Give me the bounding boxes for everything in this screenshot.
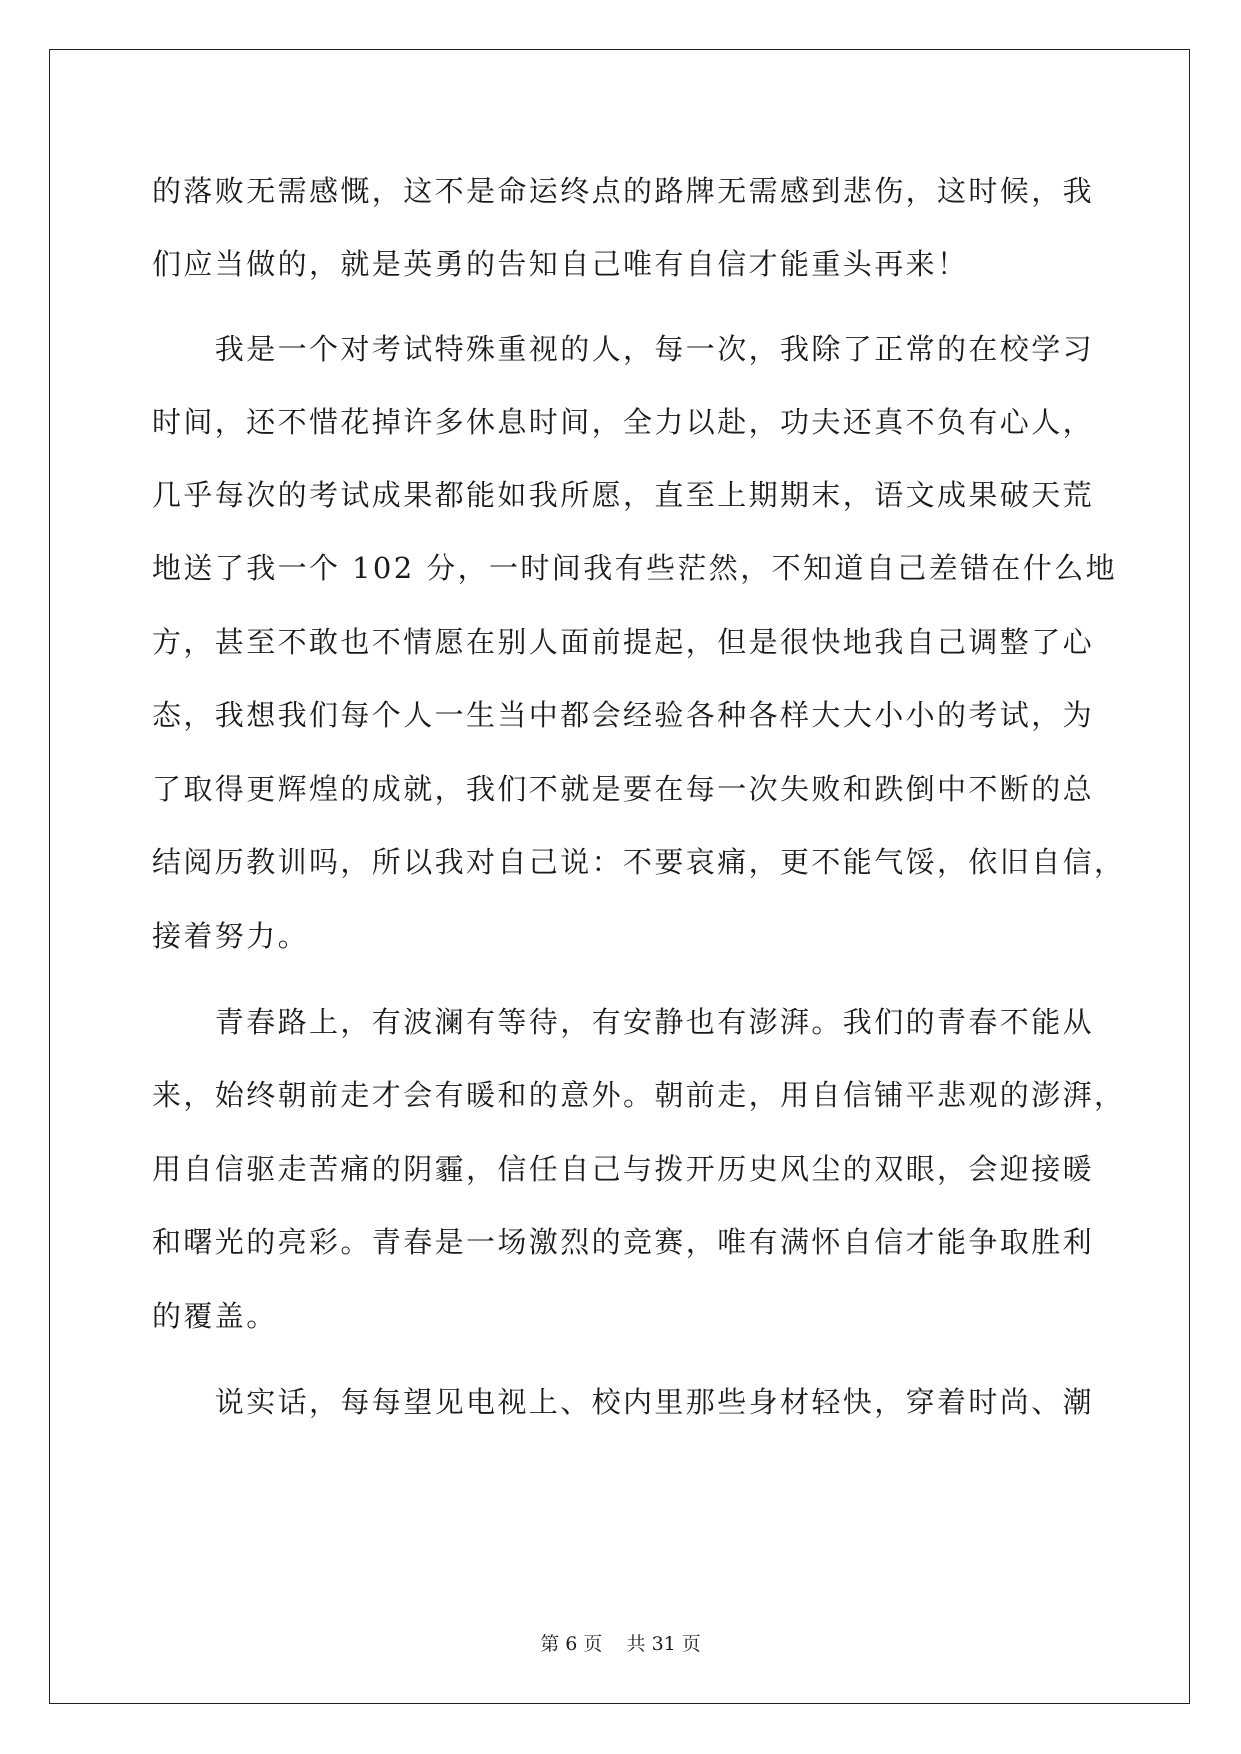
text-line: 方，甚至不敢也不情愿在别人面前提起，但是很快地我自己调整了心 (152, 625, 1095, 659)
text-line: 时间，还不惜花掉许多休息时间，全力以赴，功夫还真不负有心人， (152, 405, 1095, 439)
page-number-footer: 第 6 页 共 31 页 (540, 1633, 701, 1655)
text-line: 用自信驱走苦痛的阴霾，信任自己与拨开历史风尘的双眼，会迎接暖 (152, 1152, 1095, 1186)
text-line: 了取得更辉煌的成就，我们不就是要在每一次失败和跌倒中不断的总 (152, 772, 1095, 806)
text-line: 说实话，每每望见电视上、校内里那些身材轻快，穿着时尚、潮 (152, 1385, 1095, 1419)
text-line: 地送了我一个 102 分，一时间我有些茫然，不知道自己差错在什么地 (152, 551, 1117, 585)
text-line: 的覆盖。 (152, 1299, 278, 1333)
text-line: 我是一个对考试特殊重视的人，每一次，我除了正常的在校学习 (152, 332, 1095, 366)
text-line: 和曙光的亮彩。青春是一场激烈的竞赛，唯有满怀自信才能争取胜利 (152, 1225, 1095, 1259)
text-line: 的落败无需感慨，这不是命运终点的路牌无需感到悲伤，这时候，我 (152, 174, 1095, 208)
text-line: 来，始终朝前走才会有暖和的意外。朝前走，用自信铺平悲观的澎湃， (152, 1078, 1126, 1112)
text-line: 结阅历教训吗，所以我对自己说：不要哀痛，更不能气馁，依旧自信， (152, 845, 1126, 879)
text-line: 青春路上，有波澜有等待，有安静也有澎湃。我们的青春不能从 (152, 1005, 1095, 1039)
text-line: 们应当做的，就是英勇的告知自己唯有自信才能重头再来！ (152, 247, 969, 281)
text-line: 接着努力。 (152, 919, 310, 953)
text-line: 态，我想我们每个人一生当中都会经验各种各样大大小小的考试，为 (152, 698, 1095, 732)
text-line: 几乎每次的考试成果都能如我所愿，直至上期期末，语文成果破天荒 (152, 478, 1095, 512)
